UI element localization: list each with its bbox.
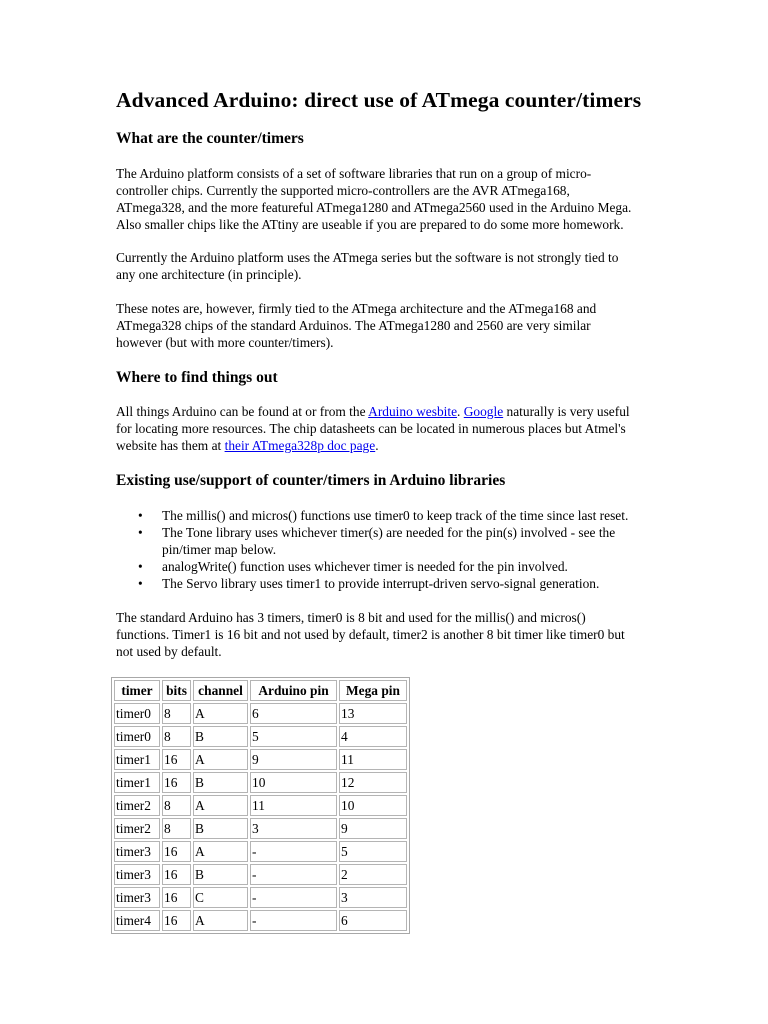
cell-channel: A [193,749,248,770]
cell-channel: B [193,772,248,793]
cell-arduino-pin: - [250,910,337,931]
cell-timer: timer4 [114,910,160,931]
cell-arduino-pin: 5 [250,726,337,747]
paragraph-notes: These notes are, however, firmly tied to the ATmega architecture and the ATmega168 and ATmega328 chips of the standard Arduinos. The ATmega1280 and 2560 are very similar however (but with more counter/timers). [116,301,597,350]
cell-bits: 16 [162,749,191,770]
paragraph-platform: The Arduino platform consists of a set of software libraries that run on a group of micro- controller chips. Currently the supported micro-controllers are the AVR ATmega168, ATmega328, and the more featureful ATmega1280 and ATmega2560 used in the Arduino Mega. Also smaller chips like the ATtiny are useable if you are prepared to do some more homework. [116,166,632,232]
cell-bits: 16 [162,841,191,862]
cell-channel: C [193,887,248,908]
google-link[interactable]: Google [463,404,504,419]
cell-timer: timer3 [114,841,160,862]
cell-channel: A [193,841,248,862]
table-row [114,818,407,839]
page-title: Advanced Arduino: direct use of ATmega counter/timers [116,88,642,112]
table-row [114,726,407,747]
cell-timer: timer0 [114,703,160,724]
section-heading-existing: Existing use/support of counter/timers in Arduino libraries [116,472,506,489]
paragraph-architecture: Currently the Arduino platform uses the ATmega series but the software is not strongly tied to any one architecture (in principle). [116,250,619,282]
table-row [114,772,407,793]
cell-bits: 8 [162,726,191,747]
header-mega-pin: Mega pin [339,680,407,701]
table-row [114,864,407,885]
cell-timer: timer0 [114,726,160,747]
cell-mega-pin: 13 [339,703,407,724]
cell-arduino-pin: 11 [250,795,337,816]
table-row [114,841,407,862]
section-heading-where: Where to find things out [116,369,278,386]
cell-timer: timer1 [114,749,160,770]
header-channel: channel [193,680,248,701]
list-item: • The Tone library uses whichever timer(s) are needed for the pin(s) involved - see the pin/timer map below. [138,525,616,557]
cell-timer: timer2 [114,795,160,816]
cell-mega-pin: 9 [339,818,407,839]
cell-timer: timer3 [114,864,160,885]
cell-bits: 16 [162,864,191,885]
cell-mega-pin: 12 [339,772,407,793]
cell-arduino-pin: - [250,864,337,885]
cell-bits: 16 [162,772,191,793]
cell-mega-pin: 11 [339,749,407,770]
cell-mega-pin: 4 [339,726,407,747]
cell-bits: 8 [162,818,191,839]
table-row [114,795,407,816]
table-body [114,703,407,931]
atmega328p-doc-link[interactable]: their ATmega328p doc page [224,438,376,453]
library-usage-list [116,507,716,592]
cell-timer: timer2 [114,818,160,839]
cell-bits: 8 [162,703,191,724]
table-row [114,910,407,931]
cell-channel: A [193,703,248,724]
cell-mega-pin: 6 [339,910,407,931]
table-row [114,887,407,908]
cell-channel: A [193,795,248,816]
cell-timer: timer1 [114,772,160,793]
arduino-website-link[interactable]: Arduino wesbite [368,404,458,419]
cell-channel: B [193,864,248,885]
cell-mega-pin: 3 [339,887,407,908]
bullet-icon: • [138,559,143,574]
cell-bits: 16 [162,887,191,908]
table-header-row [114,680,407,701]
list-item: • The millis() and micros() functions use timer0 to keep track of the time since last reset. [138,508,629,523]
header-arduino-pin: Arduino pin [250,680,337,701]
list-item: • The Servo library uses timer1 to provide interrupt-driven servo-signal generation. [138,576,600,591]
cell-arduino-pin: 10 [250,772,337,793]
cell-mega-pin: 10 [339,795,407,816]
table-row [114,749,407,770]
list-item: • analogWrite() function uses whichever timer is needed for the pin involved. [138,559,568,574]
cell-channel: B [193,818,248,839]
cell-channel: A [193,910,248,931]
cell-arduino-pin: 6 [250,703,337,724]
paragraph-where: All things Arduino can be found at or from the Arduino wesbite. Google naturally is very useful for locating more resources. The chip datasheets can be located in numerous places but Atmel's website has them at their ATmega328p doc page. [116,404,630,453]
cell-bits: 8 [162,795,191,816]
cell-arduino-pin: 9 [250,749,337,770]
paragraph-standard-timers: The standard Arduino has 3 timers, timer0 is 8 bit and used for the millis() and micros() functions. Timer1 is 16 bit and not used by default, timer2 is another 8 bit timer like timer0 but not used by default. [116,610,625,659]
cell-bits: 16 [162,910,191,931]
cell-arduino-pin: - [250,887,337,908]
table-row [114,703,407,724]
header-bits: bits [162,680,191,701]
bullet-icon: • [138,576,143,591]
timer-pin-table [111,677,410,934]
cell-channel: B [193,726,248,747]
cell-timer: timer3 [114,887,160,908]
cell-arduino-pin: - [250,841,337,862]
bullet-icon: • [138,525,143,540]
cell-arduino-pin: 3 [250,818,337,839]
cell-mega-pin: 5 [339,841,407,862]
section-heading-what: What are the counter/timers [116,130,304,147]
bullet-icon: • [138,508,143,523]
header-timer: timer [114,680,160,701]
cell-mega-pin: 2 [339,864,407,885]
